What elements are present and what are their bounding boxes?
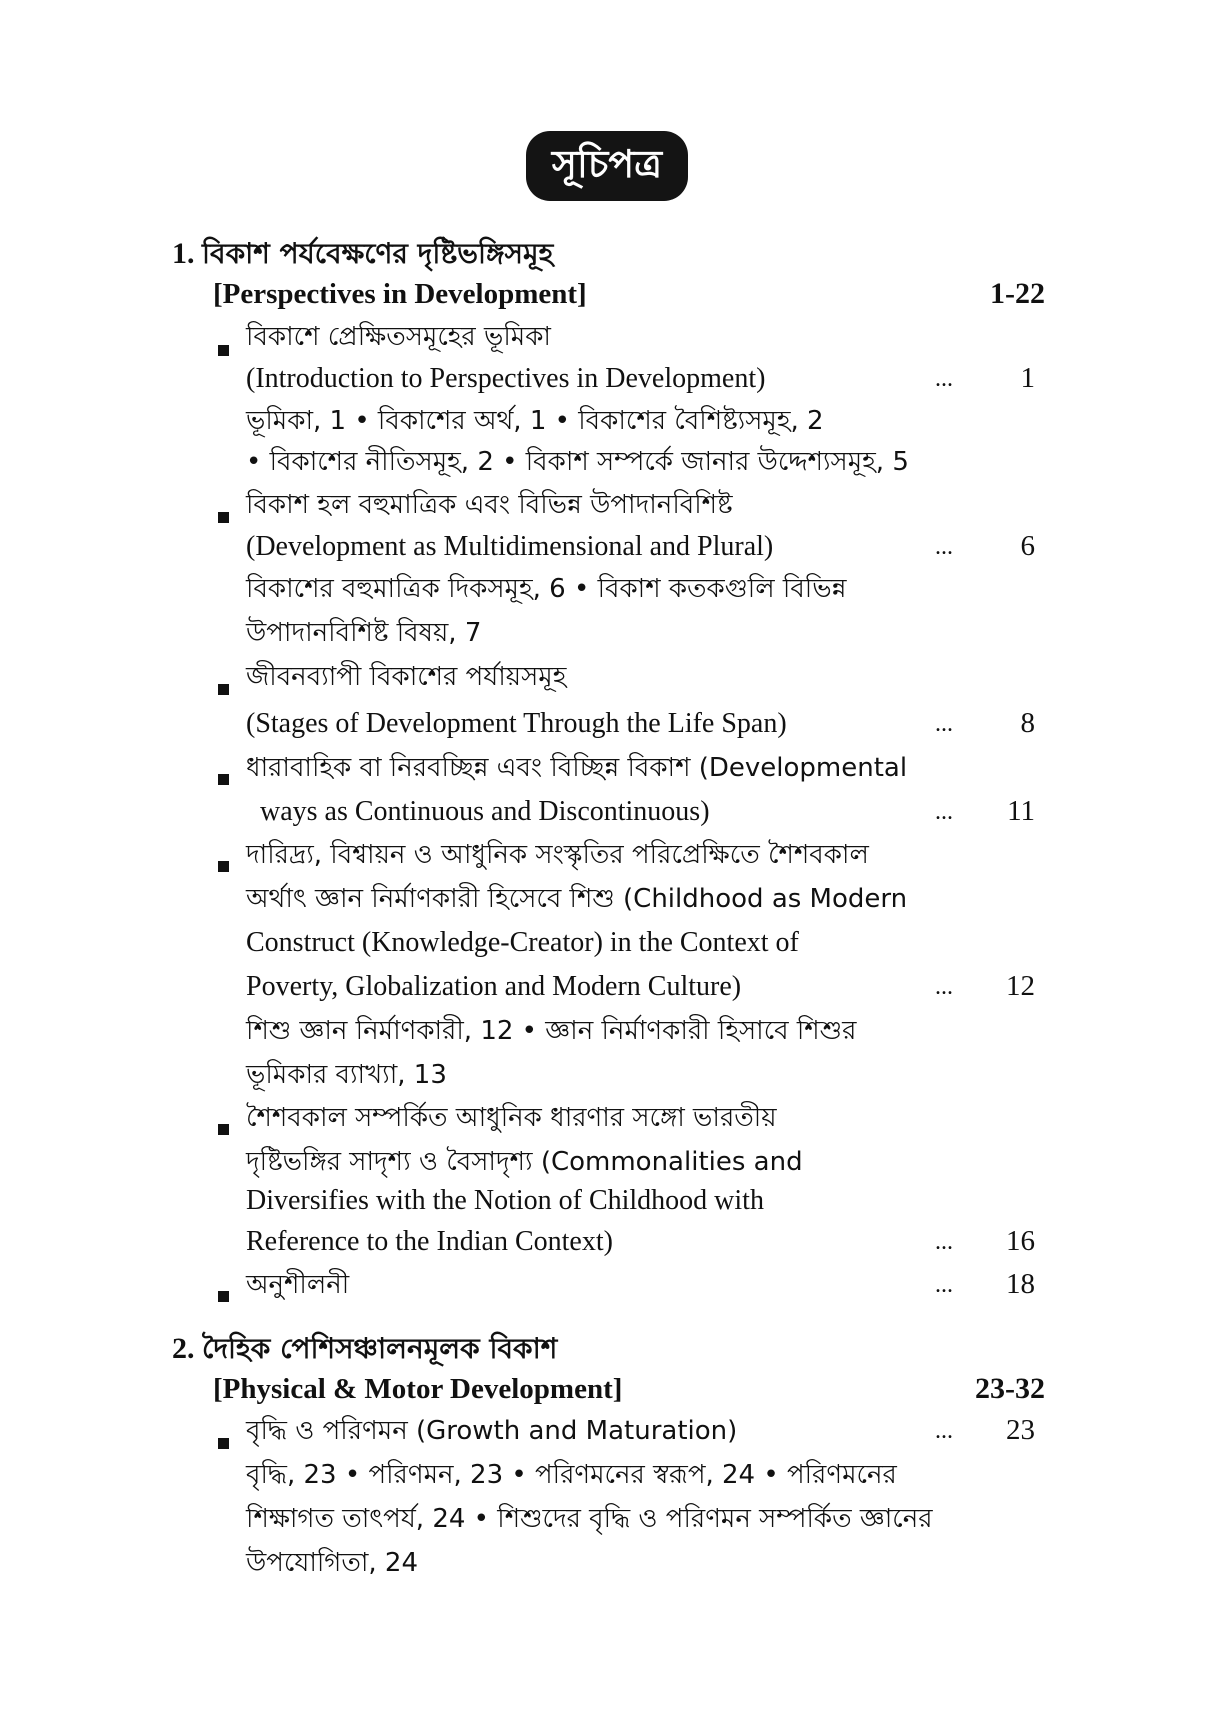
section-page: 1	[1020, 362, 1035, 394]
section-page: 18	[1006, 1268, 1035, 1300]
section-page: 12	[1006, 970, 1035, 1002]
section-page: 16	[1006, 1225, 1035, 1257]
chapter-number: 2.	[172, 1332, 195, 1365]
section-title-line: দৃষ্টিভঙ্গির সাদৃশ্য ও বৈসাদৃশ্য (Commonalities and	[246, 1147, 803, 1177]
section-page: 8	[1020, 707, 1035, 739]
bullet-square	[218, 774, 229, 785]
section-title-line: বিকাশ হল বহুমাত্রিক এবং বিভিন্ন উপাদানবিশিষ্ট	[246, 490, 733, 520]
leader-dots: ...	[935, 1272, 953, 1298]
section-page: 23	[1006, 1414, 1035, 1446]
section-detail-line: • বিকাশের নীতিসমূহ, 2 • বিকাশ সম্পর্কে জানার উদ্দেশ্যসমূহ, 5	[246, 447, 909, 477]
bullet-square	[218, 1438, 229, 1449]
section-title-line: Diversifies with the Notion of Childhood with	[246, 1185, 764, 1216]
bullet-square	[218, 861, 229, 872]
section-detail-line: ভূমিকা, 1 • বিকাশের অর্থ, 1 • বিকাশের বৈশিষ্ট্যসমূহ, 2	[246, 406, 824, 436]
bullet-square	[218, 1124, 229, 1135]
section-title-line: শৈশবকাল সম্পর্কিত আধুনিক ধারণার সঙ্গো ভারতীয়	[246, 1103, 777, 1133]
section-detail-line: শিক্ষাগত তাৎপর্য, 24 • শিশুদের বৃদ্ধি ও পরিণমন সম্পর্কিত জ্ঞানের	[246, 1504, 933, 1534]
section-title-text: বৃদ্ধি ও পরিণমন (Growth and Maturation)	[246, 1416, 738, 1446]
leader-dots: ...	[935, 534, 953, 560]
section-detail-line: উপযোগিতা, 24	[246, 1548, 419, 1578]
page-title: সূচিপত্র	[526, 131, 688, 201]
leader-dots: ...	[935, 799, 953, 825]
section-detail-line: বিকাশের বহুমাত্রিক দিকসমূহ, 6 • বিকাশ কতকগুলি বিভিন্ন	[246, 574, 847, 604]
section-page: 6	[1020, 530, 1035, 562]
section-detail-line: বৃদ্ধি, 23 • পরিণমন, 23 • পরিণমনের স্বরূপ, 24 • পরিণমনের	[246, 1460, 897, 1490]
title-container	[0, 131, 1214, 201]
bullet-square	[218, 684, 229, 695]
section-title-line: দারিদ্র্য, বিশ্বায়ন ও আধুনিক সংস্কৃতির পরিপ্রেক্ষিতে শৈশবকাল	[246, 840, 869, 870]
section-title-line: Construct (Knowledge-Creator) in the Context of	[246, 927, 799, 958]
section-title-line: অনুশীলনী	[246, 1270, 350, 1300]
leader-dots: ...	[935, 1418, 953, 1444]
section-title-line: (Development as Multidimensional and Plural)	[246, 531, 774, 562]
section-title-line: Poverty, Globalization and Modern Culture)	[246, 971, 742, 1002]
chapter-title-en: [Physical & Motor Development]	[213, 1373, 623, 1405]
chapter-page-range: 23-32	[975, 1372, 1045, 1405]
section-title-line: ধারাবাহিক বা নিরবচ্ছিন্ন এবং বিচ্ছিন্ন বিকাশ (Developmental	[246, 753, 908, 783]
chapter-heading	[172, 1332, 557, 1366]
section-title-line: (Stages of Development Through the Life Span)	[246, 708, 787, 739]
chapter-number: 1.	[172, 237, 195, 270]
section-title-line: জীবনব্যাপী বিকাশের পর্যায়সমূহ	[246, 662, 567, 692]
section-detail-line: উপাদানবিশিষ্ট বিষয়, 7	[246, 618, 482, 648]
section-title-line: (Introduction to Perspectives in Development)	[246, 363, 766, 394]
section-page: 11	[1007, 795, 1035, 827]
leader-dots: ...	[935, 366, 953, 392]
section-detail-line: শিশু জ্ঞান নির্মাণকারী, 12 • জ্ঞান নির্মাণকারী হিসাবে শিশুর	[246, 1016, 857, 1046]
bullet-square	[218, 512, 229, 523]
section-title-line: ways as Continuous and Discontinuous)	[260, 796, 710, 827]
section-title-line	[246, 1414, 737, 1448]
section-title-line: বিকাশে প্রেক্ষিতসমূহের ভূমিকা	[246, 322, 551, 352]
chapter-title-bn: দৈহিক পেশিসঞ্চালনমূলক বিকাশ	[202, 1332, 558, 1365]
chapter-heading	[172, 237, 553, 271]
section-title-line: Reference to the Indian Context)	[246, 1226, 613, 1257]
section-title-line: অর্থাৎ জ্ঞান নির্মাণকারী হিসেবে শিশু (Childhood as Modern	[246, 884, 908, 914]
leader-dots: ...	[935, 974, 953, 1000]
chapter-page-range: 1-22	[990, 277, 1045, 310]
section-detail-line: ভূমিকার ব্যাখ্যা, 13	[246, 1060, 447, 1090]
leader-dots: ...	[935, 1229, 953, 1255]
bullet-square	[218, 345, 229, 356]
bullet-square	[218, 1291, 229, 1302]
chapter-title-en: [Perspectives in Development]	[213, 278, 587, 310]
leader-dots: ...	[935, 711, 953, 737]
chapter-title-bn: বিকাশ পর্যবেক্ষণের দৃষ্টিভঙ্গিসমূহ	[202, 237, 554, 270]
